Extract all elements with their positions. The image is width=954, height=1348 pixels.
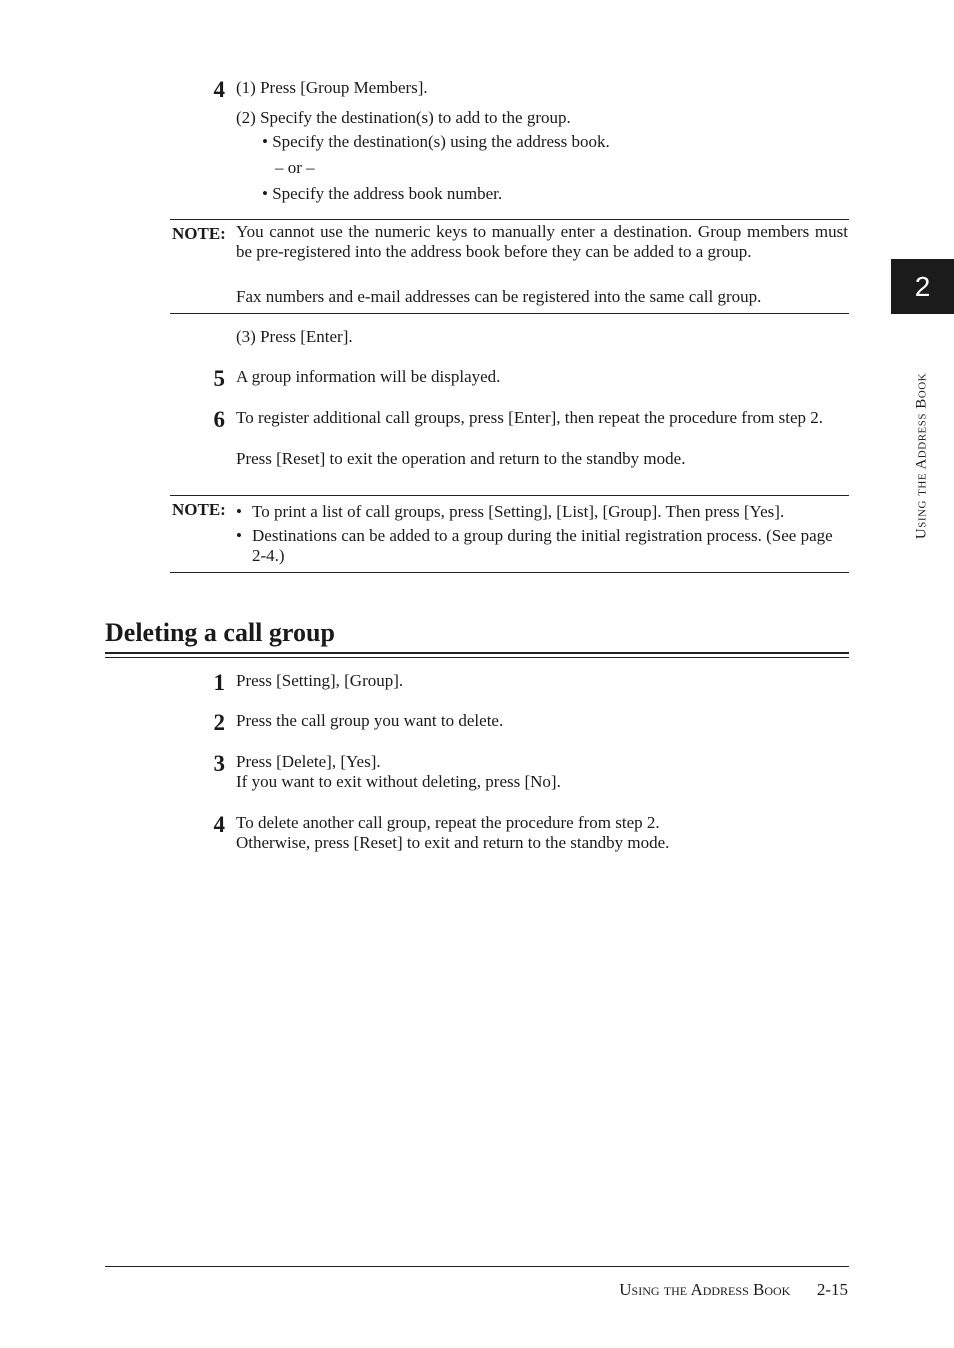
note-1-label: NOTE: [172, 224, 226, 243]
del-step-4-line-2: Otherwise, press [Reset] to exit and return to the standby mode. [236, 833, 670, 852]
footer-title: Using the Address Book [619, 1280, 791, 1299]
footer [619, 1280, 848, 1300]
chapter-side-label: Using the Address Book [913, 372, 930, 540]
note-1-text-2: Fax numbers and e-mail addresses can be registered into the same call group. [236, 287, 762, 306]
step-4-number: 4 [213, 77, 225, 102]
del-step-1-text: Press [Setting], [Group]. [236, 671, 404, 690]
del-step-4-number: 4 [213, 812, 225, 837]
step-5-number: 5 [213, 366, 225, 391]
step-4-bullet-2: • Specify the address book number. [262, 184, 503, 203]
note-2-bullet-1 [236, 502, 848, 522]
note-1-bottom-rule [170, 313, 849, 314]
note-2-bottom-rule [170, 572, 849, 573]
bullet-glyph: • [236, 526, 242, 545]
del-step-3-line-2: If you want to exit without deleting, press [No]. [236, 772, 561, 791]
section-heading: Deleting a call group [105, 618, 335, 647]
step-4-sub1: (1) Press [Group Members]. [236, 78, 428, 97]
footer-page-number: 2-15 [816, 1280, 848, 1299]
step-4-bullet-1: • Specify the destination(s) using the address book. [262, 132, 610, 151]
del-step-1-number: 1 [213, 670, 225, 695]
del-step-2-number: 2 [213, 710, 225, 735]
note-2-bullet-2-text: Destinations can be added to a group during the initial registration process. (See page 2-4.) [252, 526, 833, 565]
del-step-3-line-1: Press [Delete], [Yes]. [236, 752, 381, 771]
heading-rule-thin [105, 657, 849, 658]
note-1-text-1: You cannot use the numeric keys to manually enter a destination. Group members must be pre-registered into the address book before they can be added to a group. [236, 222, 848, 261]
step-6-text-1: To register additional call groups, press [Enter], then repeat the procedure from step 2. [236, 408, 823, 427]
step-4-bullet-2-text: Specify the address book number. [272, 184, 503, 203]
note-2-bullet-2 [236, 526, 848, 566]
heading-rule-thick [105, 652, 849, 654]
del-step-2-text: Press the call group you want to delete. [236, 711, 504, 730]
chapter-tab: 2 [891, 259, 954, 314]
note-2-top-rule [170, 495, 849, 496]
note-2-bullet-1-text: To print a list of call groups, press [Setting], [List], [Group]. Then press [Yes]. [252, 502, 785, 521]
step-6-number: 6 [213, 407, 225, 432]
note-2-label: NOTE: [172, 500, 226, 519]
note-1-top-rule [170, 219, 849, 220]
bullet-glyph: • [236, 502, 242, 521]
step-4-sub3: (3) Press [Enter]. [236, 327, 353, 346]
del-step-4-line-1: To delete another call group, repeat the procedure from step 2. [236, 813, 660, 832]
step-5-text: A group information will be displayed. [236, 367, 501, 386]
del-step-3-number: 3 [213, 751, 225, 776]
step-4-bullet-1-text: Specify the destination(s) using the address book. [272, 132, 610, 151]
step-4-sub2: (2) Specify the destination(s) to add to the group. [236, 108, 571, 127]
step-6-text-2: Press [Reset] to exit the operation and return to the standby mode. [236, 449, 686, 468]
step-4-or: – or – [275, 158, 315, 177]
footer-rule [105, 1266, 849, 1267]
